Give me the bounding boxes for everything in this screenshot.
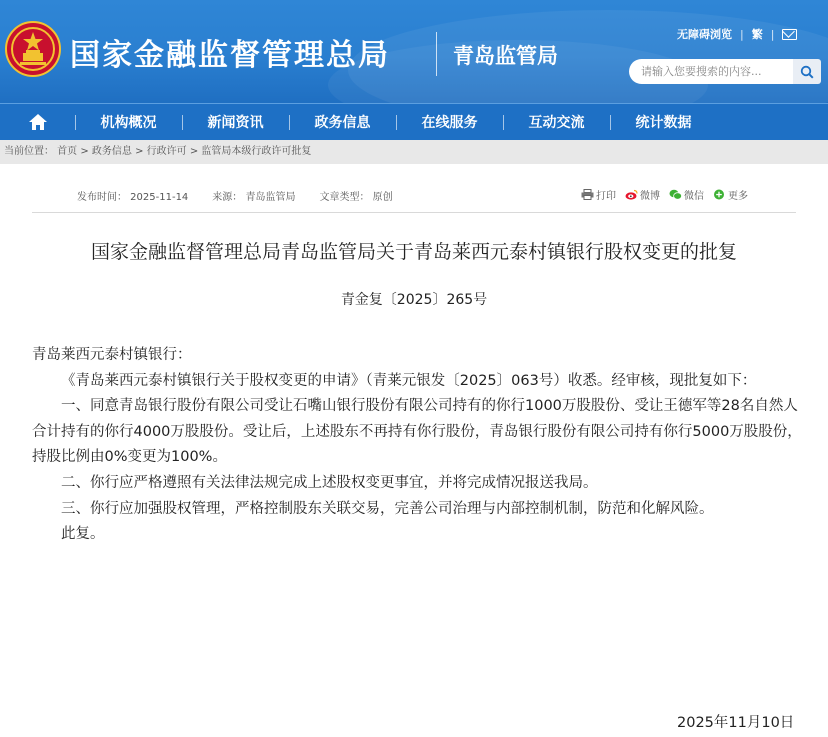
link-separator: |: [770, 27, 775, 41]
mail-icon[interactable]: [782, 29, 797, 40]
nav-item-interaction[interactable]: 互动交流: [503, 104, 610, 141]
document-number: 青金复〔2025〕265号: [340, 292, 488, 308]
site-header: [0, 0, 828, 103]
plus-circle-icon: [713, 189, 726, 200]
paragraph: 二、你行应严格遵照有关法律法规完成上述股权变更事宜，并将完成情况报送我局。: [61, 474, 598, 491]
printer-icon: [581, 189, 594, 200]
search-input[interactable]: 请输入您要搜索的内容...: [629, 59, 793, 84]
paragraph: 三、你行应加强股权管理，严格控制股东关联交易，完善公司治理与内部控制机制，防范和化解风险。: [61, 500, 714, 517]
nav-home[interactable]: [0, 104, 75, 141]
more-share-button[interactable]: [713, 187, 748, 202]
article-body: [32, 343, 802, 548]
article-type: 文章类型： 原创: [319, 192, 393, 203]
wechat-label: 微信: [684, 191, 704, 202]
home-icon: [28, 113, 48, 131]
paragraph: 一、同意青岛银行股份有限公司受让石嘴山银行股份有限公司持有的你行1000万股股份、受让王德军等28名自然人合计持有的你行4000万股股份。受让后，上述股东不再持有你行股份，青岛银行股份有限公司持有你行5000万股股份，持股比例由0%变更为100%。: [32, 398, 802, 466]
weibo-icon: [625, 189, 638, 200]
search-button[interactable]: [793, 59, 821, 84]
approval-date: 2025年11月10日: [677, 715, 795, 731]
article-title: 国家金融监督管理总局青岛监管局关于青岛莱西元泰村镇银行股权变更的批复: [90, 241, 737, 263]
accessibility-link[interactable]: 无障碍浏览: [677, 28, 732, 41]
more-label: 更多: [728, 191, 748, 202]
salutation: 青岛莱西元泰村镇银行：: [32, 347, 192, 363]
nav-item-statistics[interactable]: 统计数据: [610, 104, 717, 141]
publish-time: 发布时间： 2025-11-14: [77, 192, 189, 203]
site-title[interactable]: 国家金融监督管理总局: [70, 38, 390, 73]
link-separator: |: [740, 27, 744, 41]
print-button[interactable]: [581, 187, 616, 202]
title-divider: [436, 32, 437, 76]
wechat-share-button[interactable]: [669, 187, 704, 202]
weibo-label: 微博: [640, 191, 660, 202]
traditional-chinese-link[interactable]: 繁: [751, 28, 763, 41]
article-source: 来源： 青岛监管局: [212, 192, 296, 203]
article-meta-bar: [32, 183, 796, 213]
top-links: [677, 26, 797, 42]
nav-item-about[interactable]: 机构概况: [75, 104, 182, 141]
paragraph: 此复。: [61, 526, 105, 543]
search-icon: [800, 65, 814, 79]
wechat-icon: [669, 189, 682, 200]
national-emblem-icon[interactable]: [4, 20, 62, 78]
main-nav: [0, 103, 828, 140]
breadcrumb[interactable]: 当前位置： 首页 > 政务信息 > 行政许可 > 监管局本级行政许可批复: [0, 140, 828, 164]
paragraph: 《青岛莱西元泰村镇银行关于股权变更的申请》（青莱元银发〔2025〕063号）收悉。经审核，现批复如下：: [61, 372, 757, 389]
sub-site-title[interactable]: 青岛监管局: [453, 44, 558, 68]
meta-info: [77, 188, 393, 203]
share-bar: [581, 187, 748, 202]
nav-item-government-info[interactable]: 政务信息: [289, 104, 396, 141]
print-label: 打印: [596, 191, 616, 202]
nav-item-news[interactable]: 新闻资讯: [182, 104, 289, 141]
weibo-share-button[interactable]: [625, 187, 660, 202]
nav-item-online-service[interactable]: 在线服务: [396, 104, 503, 141]
